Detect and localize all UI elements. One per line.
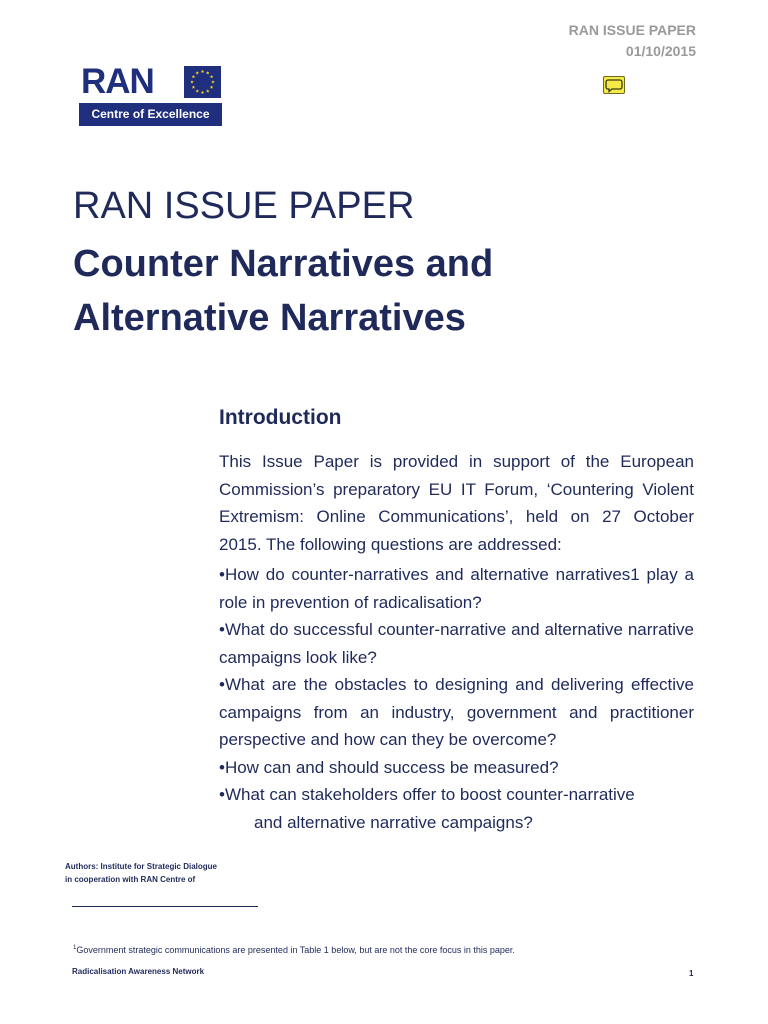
- logo-wordmark: RAN: [81, 62, 154, 101]
- list-item-line: •What can stakeholders offer to boost counter-narrative: [219, 785, 635, 804]
- eu-star-icon: [190, 80, 194, 83]
- eu-flag-icon: [184, 66, 221, 98]
- eu-star-icon: [192, 85, 196, 88]
- ran-logo: [79, 63, 222, 127]
- eu-star-icon: [195, 89, 199, 92]
- eu-star-icon: [210, 75, 214, 78]
- eu-star-icon: [210, 85, 214, 88]
- comment-icon[interactable]: [603, 76, 625, 94]
- eu-star-icon: [195, 71, 199, 74]
- question-list: [219, 561, 694, 836]
- eu-star-icon: [211, 80, 215, 83]
- eu-star-icon: [201, 91, 205, 94]
- title-line-1: Counter Narratives and: [73, 243, 494, 285]
- authors-line-1: Authors: Institute for Strategic Dialogue: [65, 862, 218, 871]
- footnote: [73, 941, 515, 957]
- intro-paragraph: This Issue Paper is provided in support of the European Commission’s preparatory EU IT Forum, ‘Countering Violent Extremism: Online Communications’, held on 27 October 2015. The following questions are addressed:: [219, 452, 694, 554]
- document-title: [73, 237, 673, 345]
- list-item: [219, 781, 694, 836]
- list-item: •How do counter-narratives and alternative narratives1 play a role in prevention of radicalisation?: [219, 565, 694, 612]
- list-item-continuation: and alternative narrative campaigns?: [254, 812, 533, 832]
- list-item: •How can and should success be measured?: [219, 757, 559, 777]
- eu-star-icon: [206, 71, 210, 74]
- page-number: 1: [689, 969, 694, 978]
- title-line-2: Alternative Narratives: [73, 297, 466, 339]
- authors-note: [65, 860, 225, 886]
- header-date: 01/10/2015: [625, 43, 696, 59]
- list-item: •What do successful counter-narrative and alternative narrative campaigns look like?: [219, 620, 694, 667]
- footnote-text: Government strategic communications are presented in Table 1 below, but are not the core focus in this paper.: [76, 945, 515, 955]
- footnote-divider: [72, 906, 258, 907]
- eu-star-icon: [206, 89, 210, 92]
- footnote-marker: 1: [73, 945, 77, 951]
- authors-line-2: in cooperation with RAN Centre of: [65, 875, 196, 884]
- logo-subtitle: Centre of Excellence: [79, 103, 222, 126]
- introduction-heading: Introduction: [219, 406, 342, 429]
- header-series: RAN ISSUE PAPER: [568, 22, 696, 38]
- eu-star-icon: [201, 70, 205, 73]
- footer-organisation: Radicalisation Awareness Network: [72, 967, 205, 976]
- eu-star-icon: [192, 75, 196, 78]
- list-item: •What are the obstacles to designing and delivering effective campaigns from an industry, government and practitioner perspective and how can they be overcome?: [219, 675, 694, 749]
- document-type: RAN ISSUE PAPER: [73, 185, 415, 227]
